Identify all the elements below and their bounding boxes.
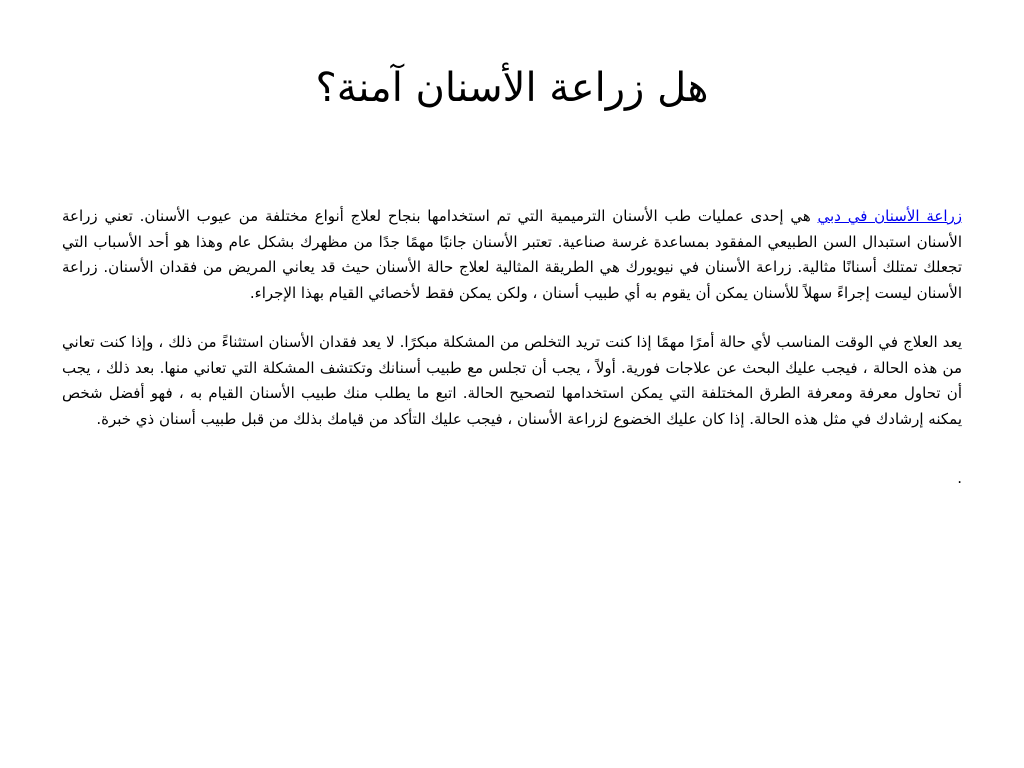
dental-implants-dubai-link[interactable]: زراعة الأسنان في دبي — [817, 207, 962, 225]
paragraph-treatment: يعد العلاج في الوقت المناسب لأي حالة أمرًا مهمًا إذا كنت تريد التخلص من المشكلة مبكرًا. لا يعد فقدان الأسنان استثناءً من ذلك ، وإذا كنت تعاني من هذه الحالة ، فيجب عليك البحث عن علاجات فورية. أولاً ، يجب أن تجلس مع طبيب أسنانك وتكتشف المشكلة التي تعاني منها. بعد ذلك ، يجب أن تحاول معرفة ومعرفة الطرق المختلفة التي يمكن استخدامها لتصحيح الحالة. اتبع ما يطلب منك طبيب الأسنان القيام به ، فهو أفضل شخص يمكنه إرشادك في مثل هذه الحالة. إذا كان عليك الخضوع لزراعة الأسنان ، فيجب عليك التأكد من قيامك بذلك من قبل طبيب أسنان ذي خبرة. — [62, 333, 962, 428]
slide-body — [62, 204, 962, 516]
paragraph-intro-text: هي إحدى عمليات طب الأسنان الترميمية التي تم استخدامها بنجاح لعلاج أنواع مختلفة من عيوب الأسنان. تعني زراعة الأسنان استبدال السن الطبيعي المفقود بمساعدة غرسة صناعية. تعتبر الأسنان جانبًا مهمًا جدًا من مظهرك بشكل عام وهذا هو أحد الأسباب التي تجعلك تمتلك أسنانًا مثالية. زراعة الأسنان في نيويورك هي الطريقة المثالية لعلاج حالة الأسنان حيث قد يعاني المريض من فقدان الأسنان. زراعة الأسنان ليست إجراءً سهلاً للأسنان يمكن أن يقوم به أي طبيب أسنان ، ولكن يمكن فقط لأخصائي القيام بهذا الإجراء. — [62, 207, 962, 302]
paragraph-dot: . — [957, 469, 962, 487]
slide-title: هل زراعة الأسنان آمنة؟ — [315, 65, 709, 111]
paragraph-intro — [62, 204, 962, 306]
